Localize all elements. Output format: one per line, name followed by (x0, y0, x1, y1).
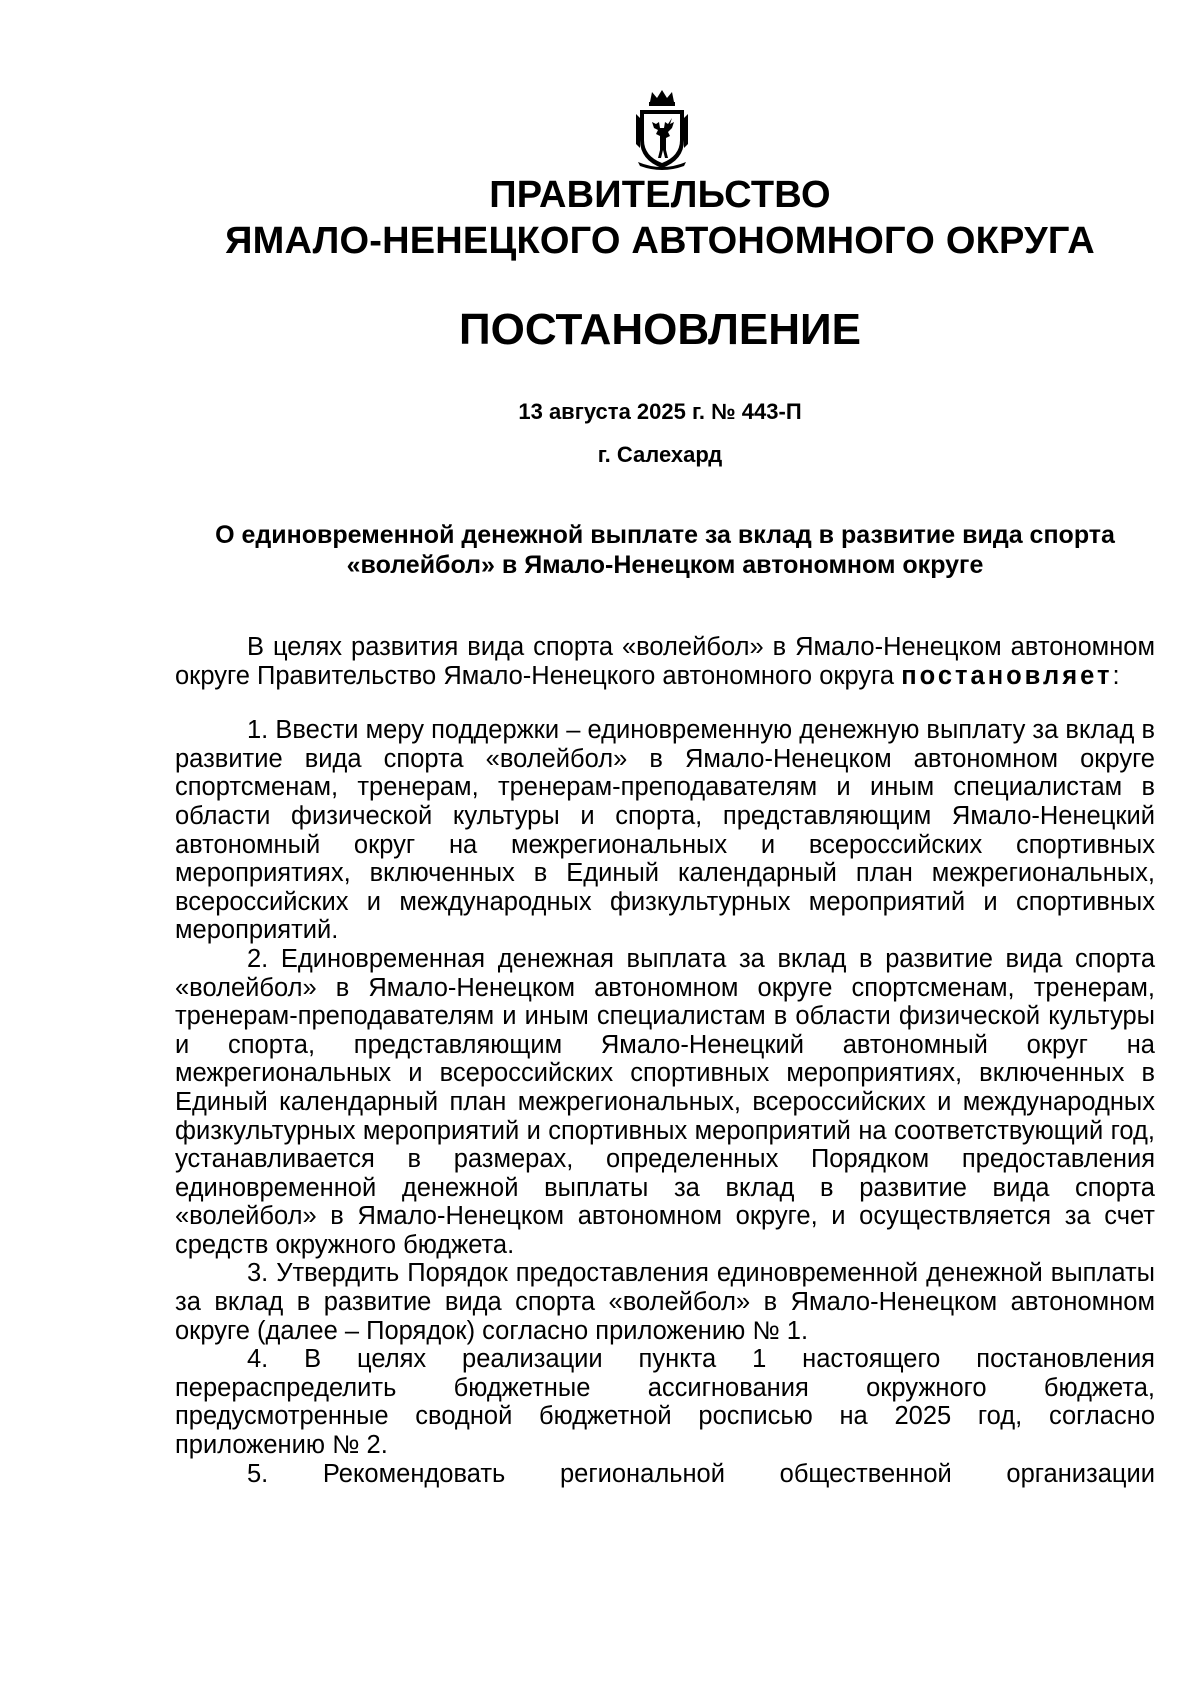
paragraph-2: 2. Единовременная денежная выплата за вклад в развитие вида спорта «волейбол» в Ямало-Ненецком автономном округе спортсменам, тренерам, тренерам-преподавателям и иным специалистам в области физической культуры и спорта, представляющим Ямало-Ненецкий автономный округ на межрегиональных и всероссийских спортивных мероприятиях, включенных в Единый календарный план межрегиональных, всероссийских и международных физкультурных мероприятий и спортивных мероприятий на соответствующий год, устанавливается в размерах, определенных Порядком предоставления единовременной денежной выплаты за вклад в развитие вида спорта «волейбол» в Ямало-Ненецком автономном округе, и осуществляется за счет средств окружного бюджета. (175, 944, 1155, 1259)
document-city: г. Салехард (597, 442, 723, 467)
coat-of-arms-icon (634, 88, 690, 170)
paragraph-4: 4. В целях реализации пункта 1 настоящего постановления перераспределить бюджетные ассигнования окружного бюджета, предусмотренные сводной бюджетной росписью на 2025 год, согласно приложению № 2. (175, 1345, 1155, 1460)
subject-line2: «волейбол» в Ямало-Ненецком автономном округе (346, 551, 984, 579)
decree-word: постановляет (901, 661, 1113, 690)
intro-colon: : (1112, 661, 1120, 690)
paragraph-5: 5. Рекомендовать региональной общественной организации (247, 1459, 1155, 1488)
paragraph-3: 3. Утвердить Порядок предоставления единовременной денежной выплаты за вклад в развитие вида спорта «волейбол» в Ямало-Ненецком автономном округе (далее – Порядок) согласно приложению № 1. (175, 1259, 1155, 1345)
government-title-line2: ЯМАЛО-НЕНЕЦКОГО АВТОНОМНОГО ОКРУГА (225, 220, 1095, 262)
document-type: ПОСТАНОВЛЕНИЕ (458, 305, 862, 354)
document-subject (175, 520, 1155, 580)
document-body (175, 633, 1155, 1488)
paragraph-1: 1. Ввести меру поддержки – единовременную денежную выплату за вклад в развитие вида спорта «волейбол» в Ямало-Ненецком автономном округе спортсменам, тренерам, тренерам-преподавателям и иным специалистам в области физической культуры и спорта, представляющим Ямало-Ненецкий автономный округ на межрегиональных и всероссийских спортивных мероприятиях, включенных в Единый календарный план межрегиональных, всероссийских и международных физкультурных мероприятий и спортивных мероприятий. (175, 716, 1155, 945)
intro-text: В целях развития вида спорта «волейбол» в Ямало-Ненецком автономном округе Правительство Ямало-Ненецкого автономного округа (175, 633, 1155, 690)
intro-paragraph (175, 633, 1155, 690)
government-title-line1: ПРАВИТЕЛЬСТВО (489, 174, 831, 216)
subject-line1: О единовременной денежной выплате за вклад в развитие вида спорта (215, 521, 1115, 549)
document-date-number: 13 августа 2025 г. № 443-П (518, 399, 802, 424)
